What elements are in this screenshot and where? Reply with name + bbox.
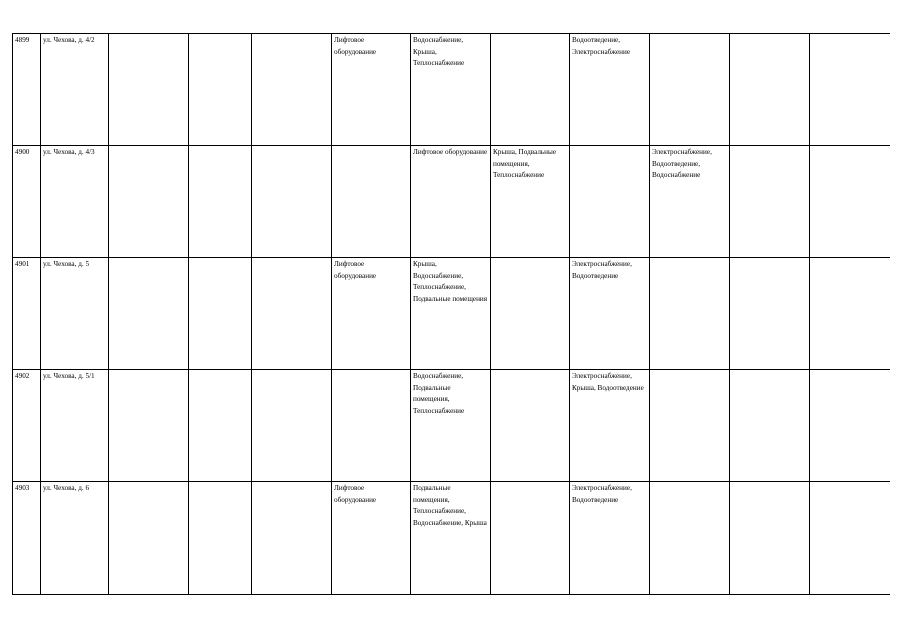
empty-cell bbox=[109, 34, 189, 146]
empty-cell bbox=[189, 258, 252, 370]
empty-cell bbox=[252, 146, 332, 258]
row-number-cell: 4900 bbox=[13, 146, 41, 258]
works-cell: Электроснабжение, Водоотведение bbox=[570, 258, 650, 370]
address-cell: ул. Чехова, д. 6 bbox=[41, 482, 109, 595]
works-cell bbox=[730, 146, 810, 258]
empty-cell bbox=[189, 146, 252, 258]
address-cell: ул. Чехова, д. 5/1 bbox=[41, 370, 109, 482]
row-number-cell: 4901 bbox=[13, 258, 41, 370]
works-cell bbox=[491, 34, 570, 146]
empty-cell bbox=[109, 146, 189, 258]
works-cell bbox=[491, 370, 570, 482]
works-cell: Подвальные помещения, Теплоснабжение, Водоснабжение, Крыша bbox=[411, 482, 491, 595]
repair-schedule-table bbox=[12, 33, 890, 595]
empty-cell bbox=[252, 370, 332, 482]
empty-cell bbox=[810, 258, 890, 370]
table-row bbox=[13, 370, 890, 482]
works-cell: Лифтовое оборудование bbox=[332, 34, 411, 146]
works-cell bbox=[730, 482, 810, 595]
table-row bbox=[13, 34, 890, 146]
works-cell bbox=[730, 34, 810, 146]
address-cell: ул. Чехова, д. 4/2 bbox=[41, 34, 109, 146]
table-row bbox=[13, 146, 890, 258]
empty-cell bbox=[810, 482, 890, 595]
empty-cell bbox=[252, 258, 332, 370]
table-row bbox=[13, 482, 890, 595]
empty-cell bbox=[252, 482, 332, 595]
works-cell: Электроснабжение, Водоотведение bbox=[570, 482, 650, 595]
works-cell bbox=[730, 370, 810, 482]
address-cell: ул. Чехова, д. 5 bbox=[41, 258, 109, 370]
works-cell bbox=[650, 370, 730, 482]
works-cell: Лифтовое оборудование bbox=[332, 258, 411, 370]
row-number-cell: 4903 bbox=[13, 482, 41, 595]
works-cell bbox=[332, 370, 411, 482]
empty-cell bbox=[189, 370, 252, 482]
works-cell: Крыша, Подвальные помещения, Теплоснабжение bbox=[491, 146, 570, 258]
empty-cell bbox=[109, 258, 189, 370]
empty-cell bbox=[810, 146, 890, 258]
empty-cell bbox=[252, 34, 332, 146]
works-cell bbox=[491, 482, 570, 595]
works-cell: Водоотведение, Электроснабжение bbox=[570, 34, 650, 146]
works-cell bbox=[730, 258, 810, 370]
empty-cell bbox=[189, 482, 252, 595]
works-cell bbox=[570, 146, 650, 258]
works-cell bbox=[650, 482, 730, 595]
works-cell: Лифтовое оборудование bbox=[411, 146, 491, 258]
works-cell bbox=[650, 34, 730, 146]
works-cell: Водоснабжение, Крыша, Теплоснабжение bbox=[411, 34, 491, 146]
works-cell bbox=[650, 258, 730, 370]
empty-cell bbox=[109, 370, 189, 482]
row-number-cell: 4899 bbox=[13, 34, 41, 146]
works-cell: Крыша, Водоснабжение, Теплоснабжение, Подвальные помещения bbox=[411, 258, 491, 370]
address-cell: ул. Чехова, д. 4/3 bbox=[41, 146, 109, 258]
empty-cell bbox=[810, 370, 890, 482]
empty-cell bbox=[189, 34, 252, 146]
empty-cell bbox=[810, 34, 890, 146]
empty-cell bbox=[109, 482, 189, 595]
table-row bbox=[13, 258, 890, 370]
row-number-cell: 4902 bbox=[13, 370, 41, 482]
works-cell: Лифтовое оборудование bbox=[332, 482, 411, 595]
works-cell: Водоснабжение, Подвальные помещения, Теплоснабжение bbox=[411, 370, 491, 482]
works-cell bbox=[332, 146, 411, 258]
works-cell bbox=[491, 258, 570, 370]
works-cell: Электроснабжение, Крыша, Водоотведение bbox=[570, 370, 650, 482]
works-cell: Электроснабжение, Водоотведение, Водоснабжение bbox=[650, 146, 730, 258]
